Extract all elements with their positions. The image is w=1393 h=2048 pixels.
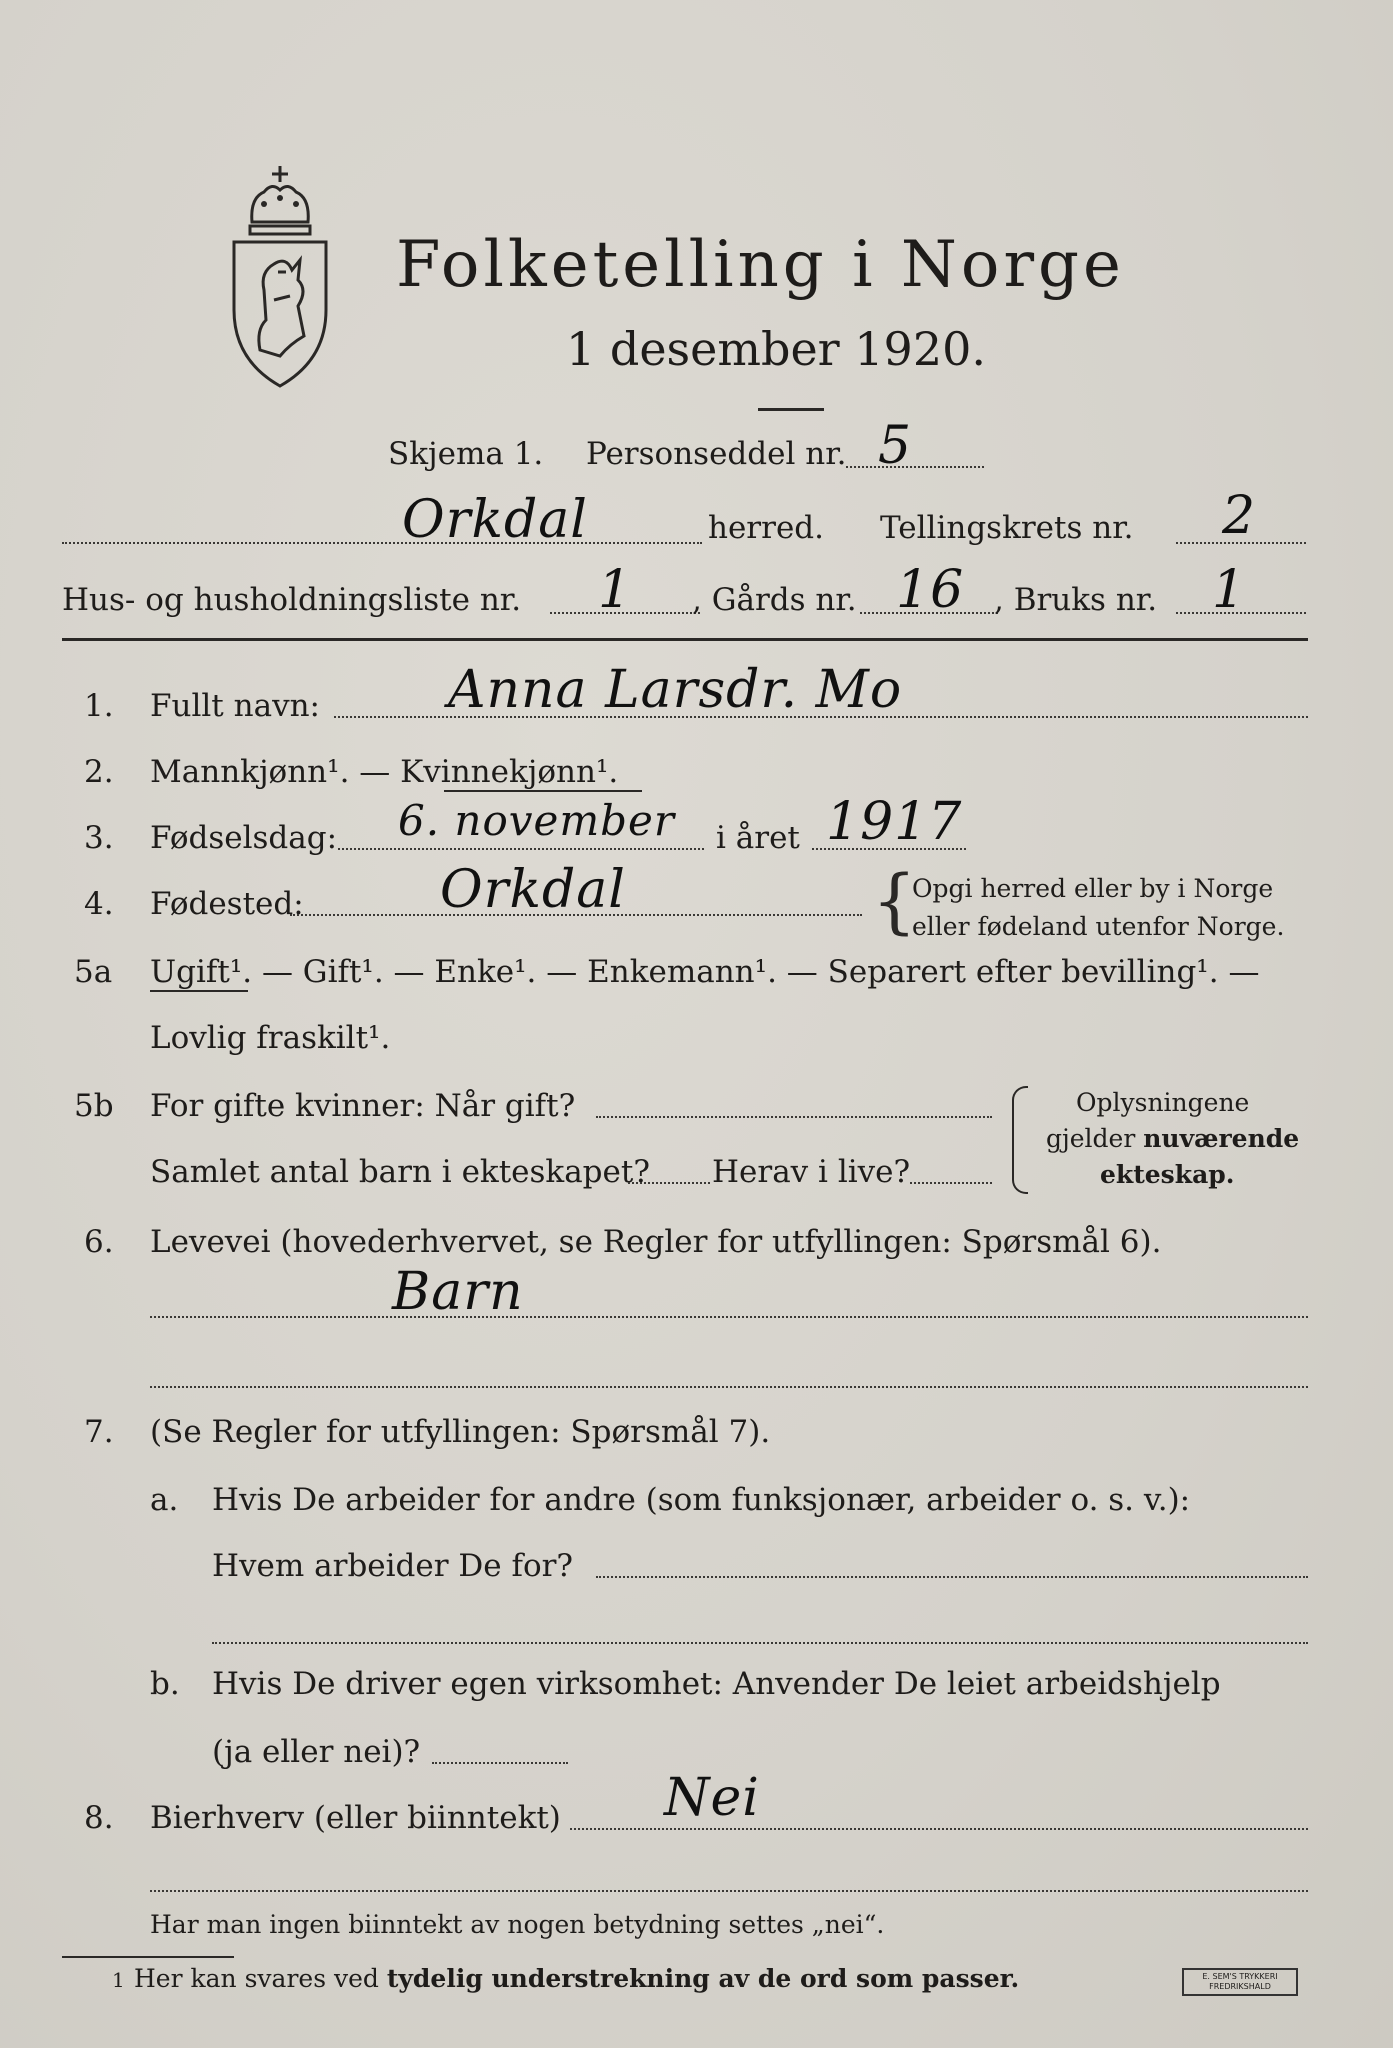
q4-note-line2: eller fødeland utenfor Norge. [912, 912, 1285, 941]
footnote-rule [62, 1956, 234, 1958]
q7a-line1: Hvis De arbeider for andre (som funksjonær, arbeider o. s. v.): [212, 1482, 1191, 1518]
q3-number: 3. [84, 820, 114, 856]
hus-label: Hus- og husholdningsliste nr. [62, 582, 522, 618]
q6-line1 [150, 1316, 1308, 1318]
q5b-alive-line [910, 1182, 992, 1184]
q3-birthday-value[interactable]: 6. november [398, 796, 675, 845]
q2-number: 2. [84, 754, 114, 790]
q5b-number: 5b [74, 1088, 114, 1124]
q5a-marital-options[interactable]: Ugift¹. — Gift¹. — Enke¹. — Enkemann¹. — Separert efter bevilling¹. — [150, 954, 1260, 990]
q7b-letter: b. [150, 1666, 180, 1702]
q3-label: Fødselsdag: [150, 820, 338, 856]
q5a-number: 5a [74, 954, 113, 990]
q4-note-line1: Opgi herred eller by i Norge [912, 874, 1274, 903]
q8-line1 [570, 1828, 1308, 1830]
q4-brace: { [872, 860, 917, 942]
q5b-note-line1: Oplysningene [1076, 1088, 1250, 1117]
q7-label: (Se Regler for utfyllingen: Spørsmål 7). [150, 1414, 771, 1450]
q3-year-value[interactable]: 1917 [826, 792, 963, 852]
q5b-label-alive: Herav i live? [712, 1154, 911, 1190]
q5b-married-line [596, 1116, 992, 1118]
q8-side-income-value[interactable]: Nei [664, 1768, 760, 1828]
q5b-label-children: Samlet antal barn i ekteskapet? [150, 1154, 650, 1190]
q7-number: 7. [84, 1414, 114, 1450]
personseddel-label: Personseddel nr. [586, 436, 847, 472]
herred-label: herred. [708, 510, 824, 546]
q5b-label-married: For gifte kvinner: Når gift? [150, 1088, 576, 1124]
q7b-line2: (ja eller nei)? [212, 1734, 421, 1770]
q8-number: 8. [84, 1800, 114, 1836]
q6-label: Levevei (hovederhvervet, se Regler for utfyllingen: Spørsmål 6). [150, 1224, 1162, 1260]
q1-full-name-value[interactable]: Anna Larsdr. Mo [448, 660, 903, 720]
bruks-value[interactable]: 1 [1212, 560, 1247, 620]
gards-value[interactable]: 16 [896, 560, 965, 620]
q7b-line [432, 1762, 568, 1764]
skjema-label: Skjema 1. [388, 436, 544, 472]
footer-note: Har man ingen biinntekt av nogen betydning settes „nei“. [150, 1910, 885, 1939]
q5a-underline-ugift [150, 990, 248, 992]
gards-label: , Gårds nr. [692, 582, 857, 618]
footnote-number: 1 [112, 1968, 125, 1992]
q4-label: Fødested: [150, 886, 304, 922]
q3-date-line [338, 848, 704, 850]
form-title: Folketelling i Norge [396, 228, 1125, 302]
bruks-label: , Bruks nr. [994, 582, 1158, 618]
title-divider [758, 408, 824, 411]
q5b-note-line2: gjelder nuværende [1046, 1124, 1300, 1153]
tellingskrets-value[interactable]: 2 [1222, 486, 1257, 546]
q7a-line2: Hvem arbeider De for? [212, 1548, 574, 1584]
q2-gender-options[interactable]: Mannkjønn¹. — Kvinnekjønn¹. [150, 754, 619, 790]
q5b-children-line [628, 1182, 710, 1184]
q7b-line1: Hvis De driver egen virksomhet: Anvender De leiet arbeidshjelp [212, 1666, 1221, 1702]
footnote-text: Her kan svares ved tydelig understrekning av de ord som passer. [134, 1964, 1020, 1993]
q6-line2 [150, 1386, 1308, 1388]
q1-label: Fullt navn: [150, 688, 320, 724]
q7a-letter: a. [150, 1482, 179, 1518]
hus-value[interactable]: 1 [598, 560, 633, 620]
q3-year-label: i året [716, 820, 800, 856]
q2-underline-kvinnekjonn [444, 790, 642, 792]
q5a-line2[interactable]: Lovlig fraskilt¹. [150, 1020, 391, 1056]
header-rule [62, 638, 1308, 641]
q6-number: 6. [84, 1224, 114, 1260]
printer-stamp-line2: FREDRIKSHALD [1209, 1982, 1271, 1991]
q6-occupation-value[interactable]: Barn [392, 1262, 524, 1322]
q7a-line [596, 1576, 1308, 1578]
q7a-line-extra [212, 1642, 1308, 1644]
q1-number: 1. [84, 688, 114, 724]
tellingskrets-label: Tellingskrets nr. [880, 510, 1134, 546]
q5b-paren [1012, 1086, 1028, 1194]
personseddel-value[interactable]: 5 [878, 416, 913, 476]
q4-birthplace-value[interactable]: Orkdal [440, 860, 626, 920]
personseddel-line [846, 466, 984, 468]
herred-value[interactable]: Orkdal [402, 490, 588, 550]
printer-stamp [1182, 1968, 1298, 1996]
q8-line2 [150, 1890, 1308, 1892]
q4-number: 4. [84, 886, 114, 922]
printer-stamp-line1: E. SEM'S TRYKKERI [1202, 1972, 1278, 1981]
census-date: 1 desember 1920. [566, 322, 986, 376]
q8-label: Bierhverv (eller biinntekt) [150, 1800, 561, 1836]
norwegian-coat-of-arms-icon [220, 160, 340, 390]
q5b-note-line3: ekteskap. [1100, 1160, 1235, 1189]
herred-line [62, 542, 702, 544]
